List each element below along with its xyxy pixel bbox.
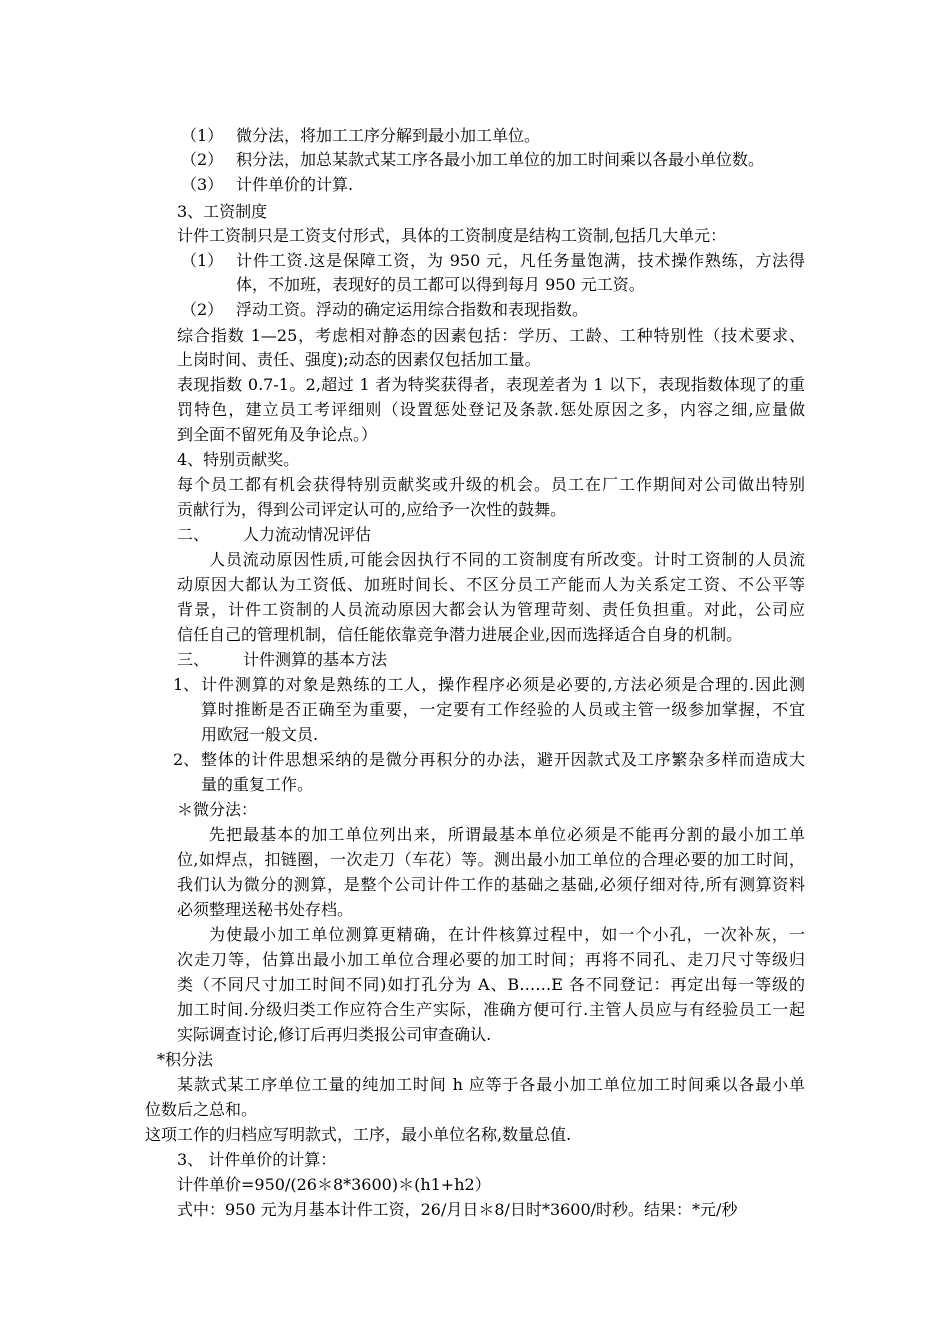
paragraph-line: 算时推断是否正确至为重要，一定要有工作经验的人员或主管一级参加掌握，不宜: [201, 700, 805, 719]
list-label: （1）: [181, 251, 224, 270]
list-label: （2）: [181, 300, 224, 319]
paragraph-line: 整体的计件思想采纳的是微分再积分的办法，避开因款式及工序繁杂多样而造成大: [201, 750, 805, 769]
section-heading: 3、 计件单价的计算：: [177, 1150, 337, 1169]
paragraph-line: 微分法，将加工工序分解到最小加工单位。: [236, 126, 541, 145]
section-heading: 计件测算的基本方法: [243, 650, 388, 669]
paragraph-line: 背景，计件工资制的人员流动原因大都会认为管理苛刻、责任负担重。对此，公司应: [177, 600, 805, 619]
paragraph-line: 为使最小加工单位测算更精确，在计件核算过程中，如一个小孔，一次补灰，一: [209, 925, 805, 944]
paragraph-line: 体，不加班，表现好的员工都可以得到每月 950 元工资。: [236, 275, 645, 294]
formula-line: 计件单价=950/(26＊8*3600)＊(h1+h2）: [177, 1175, 491, 1194]
paragraph-line: 罚特色，建立员工考评细则（设置惩处登记及条款.惩处原因之多，内容之细,应量做: [177, 400, 805, 419]
section-heading: 4、特别贡献奖。: [177, 450, 300, 469]
paragraph-line: 信任自己的管理机制，信任能依靠竞争潜力进展企业,因而选择适合自身的机制。: [177, 625, 743, 644]
paragraph-line: 我们认为微分的测算，是整个公司计件工作的基础之基础,必须仔细对待,所有测算资料: [177, 875, 805, 894]
list-label: （1）: [181, 126, 224, 145]
list-label: （3）: [181, 175, 224, 194]
paragraph-line: 类（不同尺寸加工时间不同)如打孔分为 A、B……E 各不同登记：再定出每一等级的: [177, 975, 805, 994]
paragraph-line: 上岗时间、责任、强度);动态的因素仅包括加工量。: [177, 350, 541, 369]
paragraph-line: 积分法，加总某款式某工序各最小加工单位的加工时间乘以各最小单位数。: [236, 150, 765, 169]
paragraph-line: 表现指数 0.7-1。2,超过 1 者为特奖获得者，表现差者为 1 以下，表现指数体现了的重: [177, 375, 805, 394]
paragraph-line: 位数后之总和。: [145, 1100, 258, 1119]
paragraph-line: 某款式某工序单位工量的纯加工时间 h 应等于各最小加工单位加工时间乘以各最小单: [177, 1075, 805, 1094]
list-label: 1、: [173, 675, 200, 694]
paragraph-line: 到全面不留死角及争论点。）: [177, 425, 378, 444]
paragraph-line: 浮动工资。浮动的确定运用综合指数和表现指数。: [236, 300, 589, 319]
paragraph-line: 先把最基本的加工单位列出来，所谓最基本单位必须是不能再分割的最小加工单: [209, 825, 805, 844]
paragraph-line: 式中：950 元为月基本计件工资，26/月日＊8/日时*3600/时秒。结果：*元/秒: [177, 1200, 738, 1219]
paragraph-line: 位,如焊点，扣链圈，一次走刀（车花）等。测出最小加工单位的合理必要的加工时间，: [177, 850, 805, 869]
section-heading: 人力流动情况评估: [243, 525, 372, 544]
paragraph-line: 量的重复工作。: [201, 775, 314, 794]
paragraph-line: 次走刀等，估算出最小加工单位合理必要的加工时间；再将不同孔、走刀尺寸等级归: [177, 950, 805, 969]
paragraph-line: 必须整理送秘书处存档。: [177, 900, 354, 919]
section-heading: 3、工资制度: [177, 202, 268, 221]
paragraph-line: 实际调查讨论,修订后再归类报公司审查确认.: [177, 1025, 492, 1044]
paragraph-line: 每个员工都有机会获得特别贡献奖或升级的机会。员工在厂工作期间对公司做出特别: [177, 475, 805, 494]
paragraph-line: 动原因大都认为工资低、加班时间长、不区分员工产能而人为关系定工资、不公平等: [177, 575, 805, 594]
section-number: 二、: [177, 525, 210, 544]
paragraph-line: 用欧冠一般文员.: [201, 725, 319, 744]
paragraph-line: 计件工资.这是保障工资，为 950 元，凡任务量饱满，技术操作熟练，方法得: [236, 251, 805, 270]
paragraph-line: 这项工作的归档应写明款式，工序，最小单位名称,数量总值.: [145, 1125, 572, 1144]
paragraph-line: 计件测算的对象是熟练的工人，操作程序必须是必要的,方法必须是合理的.因此测: [201, 675, 805, 694]
paragraph-line: 综合指数 1—25，考虑相对静态的因素包括：学历、工龄、工种特别性（技术要求、: [177, 326, 805, 345]
paragraph-line: 计件单价的计算.: [236, 175, 354, 194]
paragraph-line: 人员流动原因性质,可能会因执行不同的工资制度有所改变。计时工资制的人员流: [209, 550, 805, 569]
paragraph-line: 贡献行为，得到公司评定认可的,应给予一次性的鼓舞。: [177, 500, 567, 519]
list-label: 2、: [173, 750, 200, 769]
subsection-heading: ＊微分法：: [177, 800, 258, 819]
paragraph-line: 计件工资制只是工资支付形式，具体的工资制度是结构工资制,包括几大单元：: [177, 226, 727, 245]
list-label: （2）: [181, 150, 224, 169]
subsection-heading: *积分法: [157, 1050, 214, 1069]
paragraph-line: 加工时间.分级归类工作应符合生产实际，准确方便可行.主管人员应与有经验员工一起: [177, 1000, 805, 1019]
section-number: 三、: [177, 650, 210, 669]
